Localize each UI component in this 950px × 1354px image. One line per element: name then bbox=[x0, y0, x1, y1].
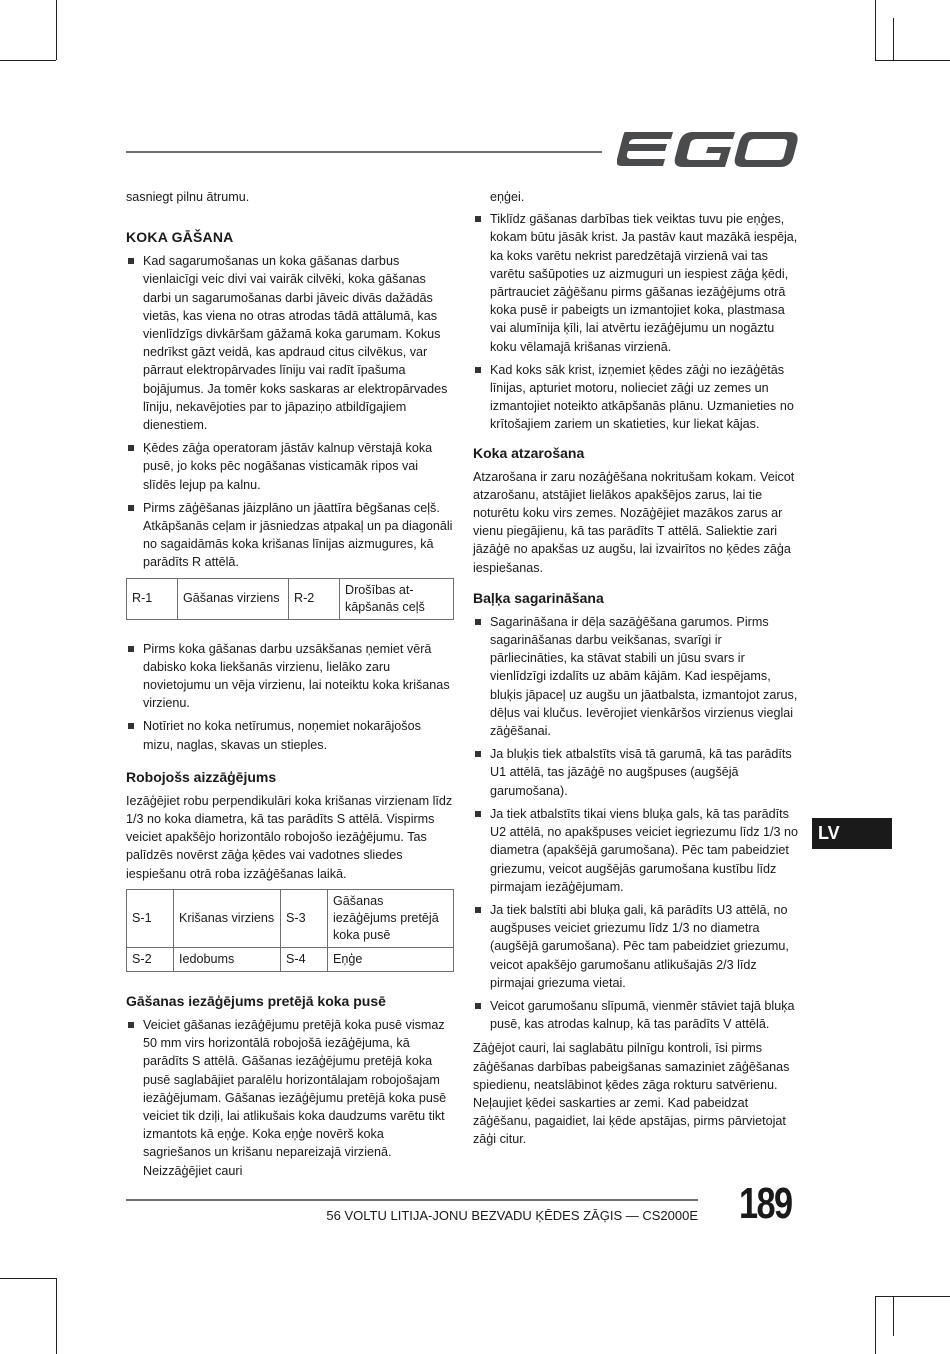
heading-koka-gasana: KOKA GĀŠANA bbox=[126, 229, 234, 246]
crop-mark bbox=[875, 1296, 876, 1354]
bullet-icon bbox=[128, 723, 134, 729]
gasanas-bullets bbox=[126, 1016, 454, 1180]
continuation-bullets bbox=[473, 210, 801, 433]
list-item: Ķēdes zāģa operatoram jāstāv kalnup vērstajā koka pusē, jo koks pēc nogāšanas visticamāk ripos vai slīdēs lejup pa kalnu. bbox=[126, 439, 454, 494]
language-tab bbox=[812, 818, 892, 849]
list-item: Pirms zāģēšanas jāizplāno un jāattīra bēgšanas ceļš. Atkāpšanās ceļam ir jāsniedzas atpakaļ un pa diagonāli no sagaidāmās koka krišanas līnijas aizmugures, kā parādīts R attēlā. bbox=[126, 499, 454, 572]
legend-table-r bbox=[126, 578, 454, 620]
heading-robojoss: Robojošs aizzāģējums bbox=[126, 768, 277, 785]
crop-mark bbox=[875, 1296, 950, 1297]
bullet-icon bbox=[475, 751, 481, 757]
crop-mark bbox=[893, 18, 894, 60]
crop-mark bbox=[56, 1278, 57, 1354]
bullet-icon bbox=[128, 646, 134, 652]
robojoss-text: Iezāģējiet robu perpendikulāri koka krišanas virzienam līdz 1/3 no koka diametra, kā tas parādīts S attēlā. Vispirms veiciet apakšējo horizontālo robojošo iezāģējumu. Tas palīdzēs novērst zāģa ķēdes vai vadotnes sliedes iespiešanu otrā roba izzāģēšanas laikā. bbox=[126, 793, 453, 881]
header-rule bbox=[126, 151, 602, 153]
bullet-icon bbox=[475, 1003, 481, 1009]
crop-mark bbox=[0, 1278, 56, 1279]
crop-mark bbox=[875, 60, 950, 61]
bullet-icon bbox=[475, 367, 481, 373]
table-row: S-2 Iedobums S-4 Eņģe bbox=[127, 947, 454, 971]
intro-text: sasniegt pilnu ātrumu. bbox=[126, 190, 250, 204]
footer-title: 56 VOLTU LITIJA-JONU BEZVADU ĶĒDES ZĀĢIS — CS2000E bbox=[326, 1208, 698, 1223]
list-item: Tiklīdz gāšanas darbības tiek veiktas tuvu pie eņģes, kokam būtu jāsāk krist. Ja pastāv kaut mazākā iespēja, ka koks varētu nekrist paredzētajā virzienā vai tas varētu sašūpoties uz aizmuguri un iespiest zāģa ķēdi, pārtrauciet zāģēšanu pirms gāšanas iezāģējums otrā koka pusē ir pabeigts un izmantojiet koka, plastmasa vai alumīnija ķīli, lai atvērtu iezāģējumu un nogāztu koku vēlamajā krišanas virzienā. bbox=[473, 210, 801, 356]
crop-mark bbox=[56, 0, 57, 60]
list-item: Ja bluķis tiek atbalstīts visā tā garumā, kā tas parādīts U1 attēlā, tas jāzāģē no augšpuses (augšējā garumošana). bbox=[473, 745, 801, 800]
bullet-icon bbox=[128, 258, 134, 264]
footer-rule bbox=[126, 1199, 698, 1201]
koka-bullets bbox=[126, 252, 454, 571]
bullet-icon bbox=[475, 619, 481, 625]
ego-logo bbox=[617, 130, 799, 172]
list-item: Veiciet gāšanas iezāģējumu pretējā koka pusē vismaz 50 mm virs horizontālā robojošā iezāģējuma, kā parādīts S attēlā. Gāšanas iezāģējumu pretējā koka pusē saglabājiet paralēlu horizontālajam robojošajam iezāģējumam. Gāšanas iezāģējumu pretējā koka pusē veiciet tik dziļi, lai atlikušais koka daudzums varētu tikt izmantots kā eņģe. Koka eņģe novērš koka sagriešanos un krišanu nepareizajā virzienā. Neizzāģējiet cauri bbox=[126, 1016, 454, 1180]
list-item: Sagarināšana ir dēļa sazāģēšana garumos. Pirms sagarināšanas darbu veikšanas, svarīgi ir pārliecināties, ka stāvat stabili un jūsu svars ir vienlīdzīgi izdalīts uz abām kājām. Kad iespējams, bluķis jāpaceļ uz augšu un jāatbalsta, izmantojot zarus, dēļus vai klučus. Ievērojiet vienkāršos virzienus vieglai zāģēšanai. bbox=[473, 613, 801, 740]
list-item: Kad sagarumošanas un koka gāšanas darbus vienlaicīgi veic divi vai vairāk cilvēki, koka gāšanas darbi un sagarumošanas darbi jāveic divās dažādās vietās, kas viena no otras atrodas tādā attālumā, kas vienlīdzīgs divkāršam gāžamā koka garumam. Kokus nedrīkst gāzt veidā, kas apdraud citus cilvēkus, var pārraut elektropārvades līniju vai radīt īpašuma bojājumus. Ja tomēr koks saskaras ar elektropārvades līniju, nekavējoties par to jāpaziņo atbildīgajiem dienestiem. bbox=[126, 252, 454, 434]
heading-balka-sagarinasana: Baļķa sagarināšana bbox=[473, 589, 604, 606]
heading-gasanas-iezagejums: Gāšanas iezāģējums pretējā koka pusē bbox=[126, 992, 386, 1009]
legend-table-s bbox=[126, 889, 454, 972]
bullet-icon bbox=[128, 505, 134, 511]
list-item: Kad koks sāk krist, izņemiet ķēdes zāģi no iezāģētās līnijas, apturiet motoru, nolieciet zāģi uz zemes un izmantojiet noteikto atkāpšanās plānu. Uzmanieties no krītošajiem zariem un skatieties, kur liekat kājas. bbox=[473, 361, 801, 434]
atzarosana-text: Atzarošana ir zaru nozāģēšana nokritušam kokam. Veicot atzarošanu, atstājiet lielākos apakšējos zarus, lai tie noturētu koku virs zemes. Nozāģējiet mazākos zarus ar vienu piegājienu, kā tas parādīts T attēlā. Saliektie zari jāzāģē no apakšas uz augšu, lai izvairītos no ķēdes zāģa iespiešanas. bbox=[473, 469, 795, 575]
table-row: S-1 Krišanas virziens S-3 Gāšanas iezāģējums pretējā koka pusē bbox=[127, 889, 454, 947]
closing-text: Zāģējot cauri, lai saglabātu pilnīgu kontroli, īsi pirms zāģēšanas darbības pabeigšanas samaziniet zāģēšanas spiedienu, neatslābinot ķēdes zāga rokturu satvērienu. Neļaujiet ķēdei saskarties ar zemi. Kad pabeidzat zāģēšanu, pagaidiet, lai ķēde apstājas, pirms pārvietojat zāģi citur. bbox=[473, 1041, 790, 1147]
crop-mark bbox=[875, 0, 876, 60]
crop-mark bbox=[0, 60, 56, 61]
list-item: Pirms koka gāšanas darbu uzsākšanas ņemiet vērā dabisko koka liekšanās virzienu, lielāko zaru novietojumu un vēja virzienu, lai noteiktu koka krišanas virzienu. bbox=[126, 640, 454, 713]
list-item: Ja tiek atbalstīts tikai viens bluķa gals, kā tas parādīts U2 attēlā, no apakšpuses veiciet iegriezumu līdz 1/3 no diametra (apakšējā garumošana). Pēc tam pabeidziet griezumu, veicot augšējās garumošana kustību līdz pirmajam iezāģējumam. bbox=[473, 805, 801, 896]
table-row: R-1 Gāšanas virziens R-2 Drošības at-kāpšanās ceļš bbox=[127, 578, 454, 619]
bullet-icon bbox=[475, 216, 481, 222]
left-column bbox=[126, 188, 454, 1186]
list-item: Veicot garumošanu slīpumā, vienmēr stāviet tajā bluķa pusē, kas atrodas kalnup, kā tas parādīts V attēlā. bbox=[473, 997, 801, 1033]
bullet-icon bbox=[128, 1022, 134, 1028]
bullet-icon bbox=[475, 811, 481, 817]
koka-bullets-2 bbox=[126, 640, 454, 754]
language-tab-label: LV bbox=[818, 823, 840, 843]
balka-bullets bbox=[473, 613, 801, 1033]
page-number: 189 bbox=[739, 1179, 792, 1228]
heading-atzarosana: Koka atzarošana bbox=[473, 444, 585, 461]
bullet-icon bbox=[475, 907, 481, 913]
list-item: Ja tiek balstīti abi bluķa gali, kā parādīts U3 attēlā, no augšpuses veiciet griezumu līdz 1/3 no diametra (augšējā garumošana). Pēc tam pabeidziet griezumu, veicot apakšējo garumošanu atlikušajās 2/3 līdz pirmajai griezuma vietai. bbox=[473, 901, 801, 992]
crop-mark bbox=[893, 1296, 894, 1336]
continuation-text: eņģei. bbox=[490, 190, 525, 204]
bullet-icon bbox=[128, 445, 134, 451]
right-column bbox=[473, 188, 801, 1153]
list-item: Notīriet no koka netīrumus, noņemiet nokarājošos mizu, naglas, skavas un stieples. bbox=[126, 717, 454, 753]
